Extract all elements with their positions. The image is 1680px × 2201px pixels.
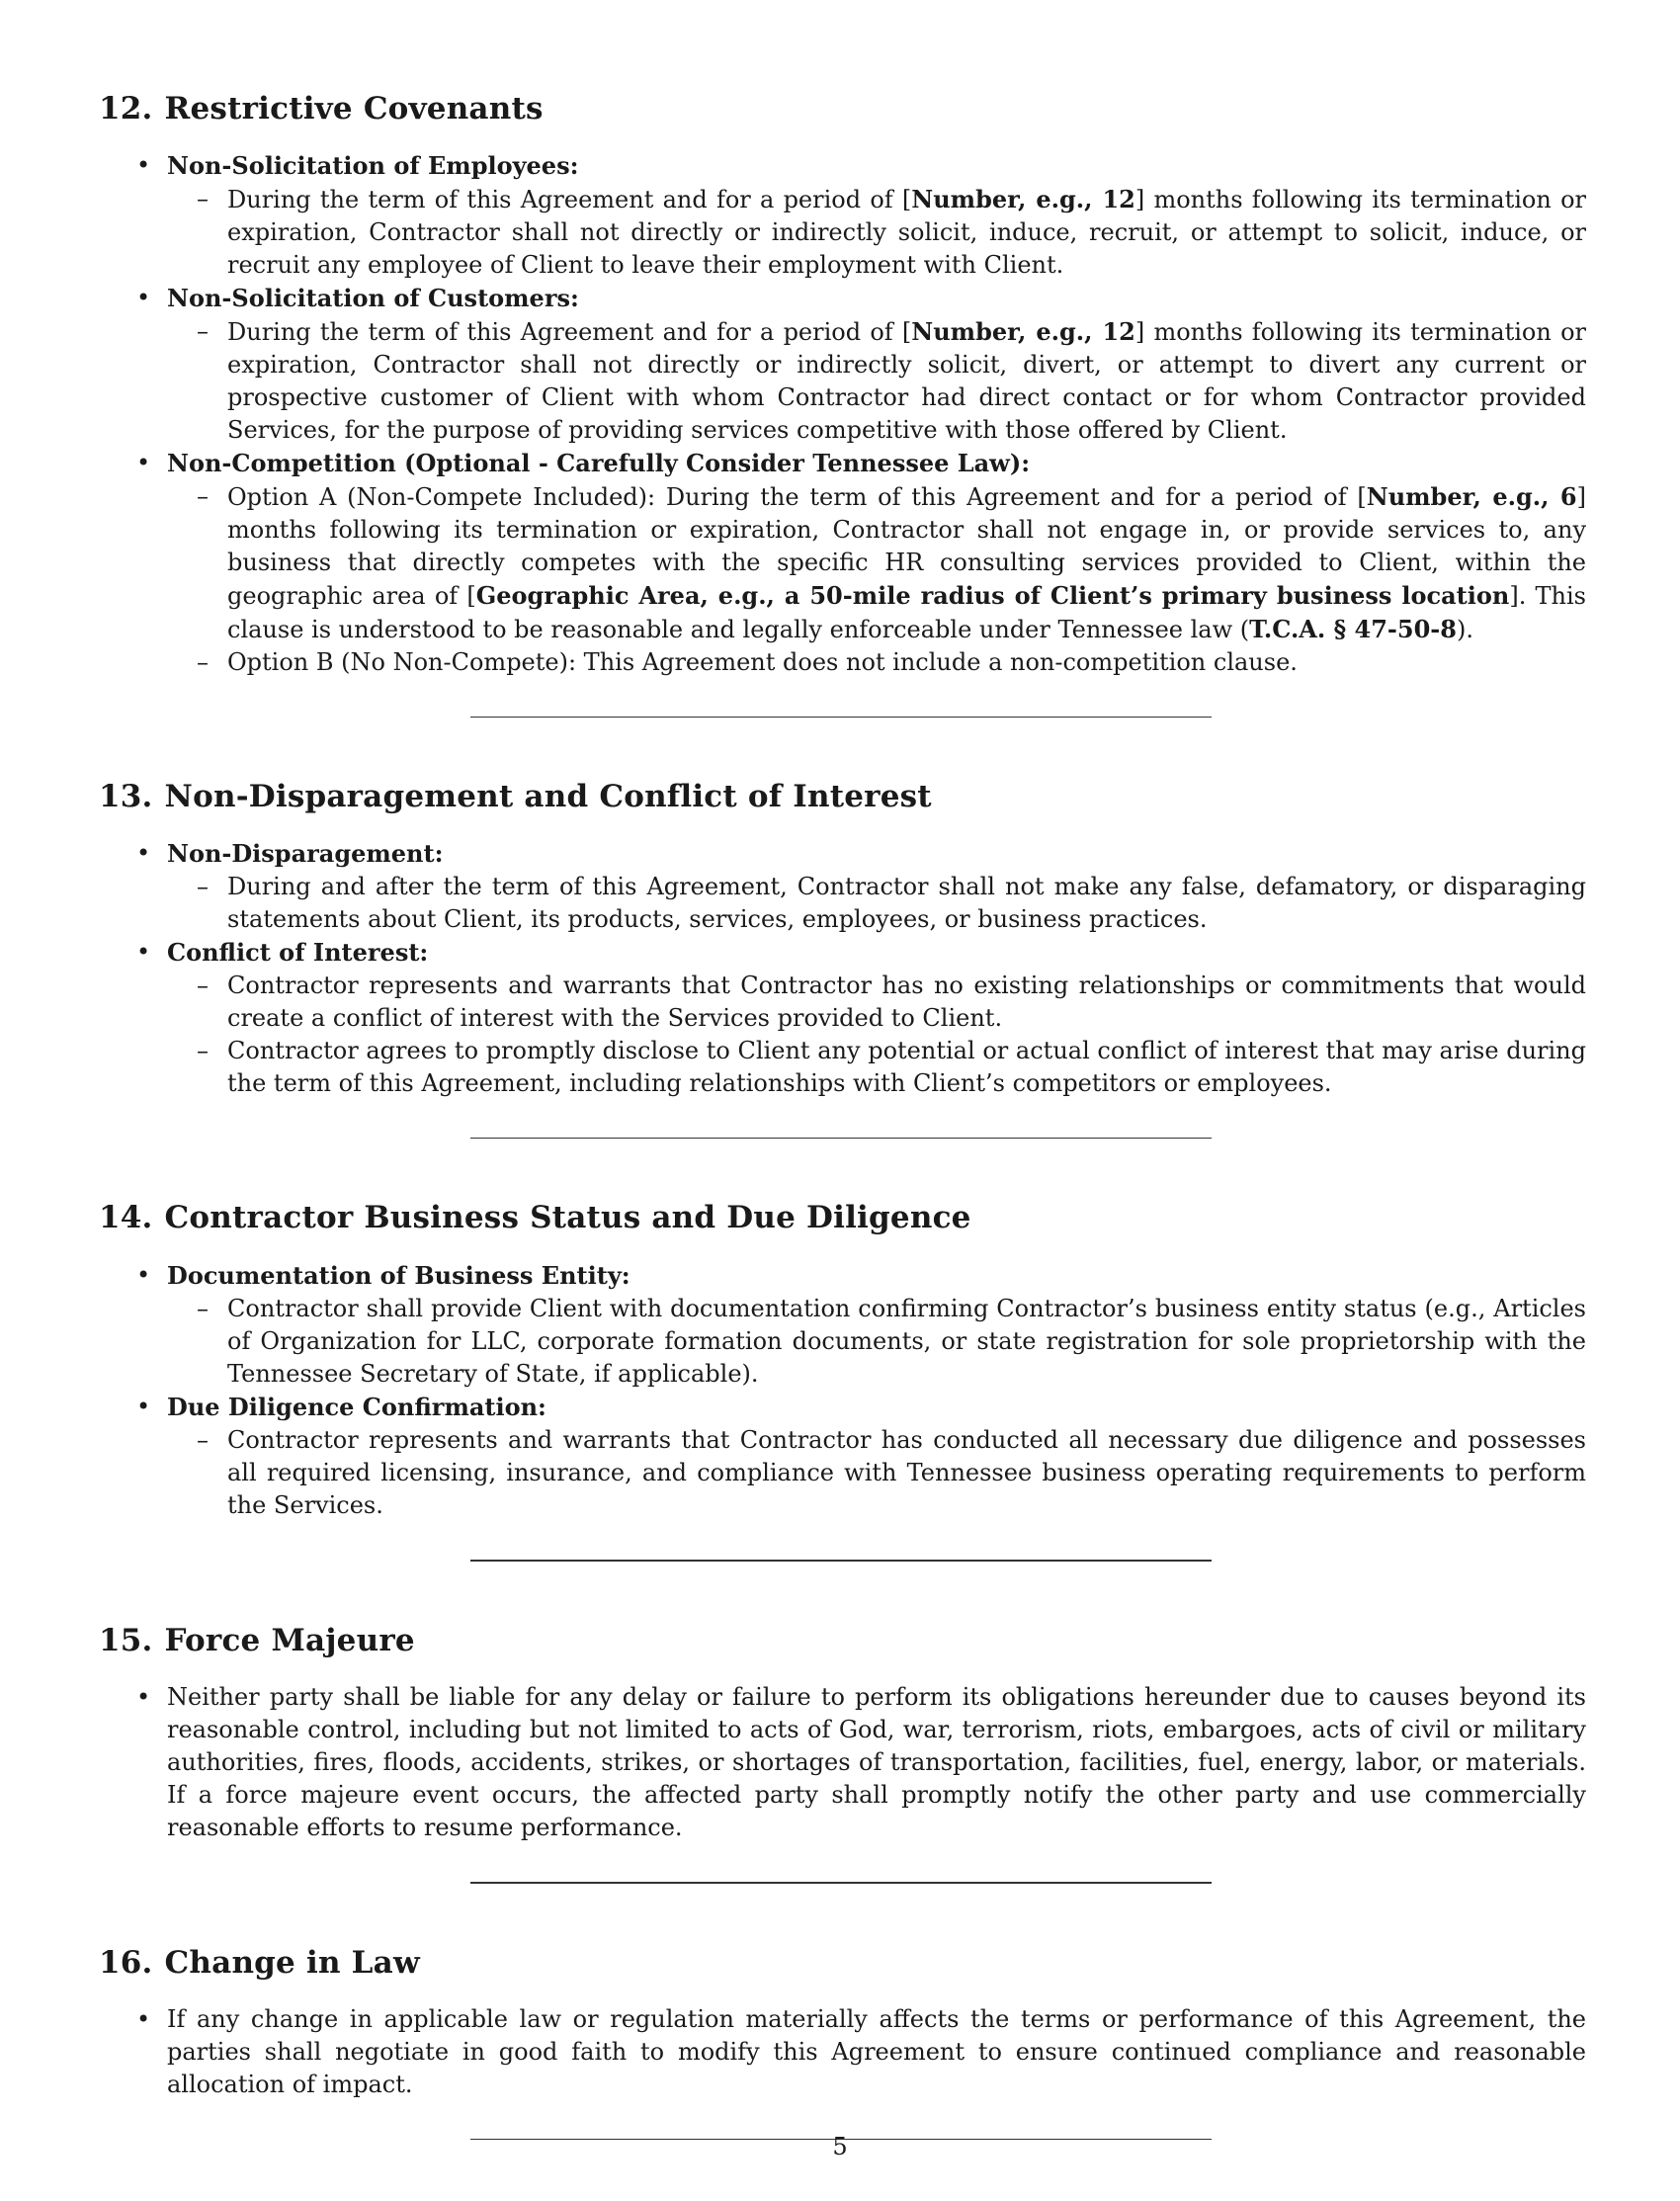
sub-item: – During and after the term of this Agreement, Contractor shall not make any false, defamatory, or disparaging statements about Client, its products, services, employees, or business practices. [197,873,1586,934]
bullet-item: • Conflict of Interest: – Contractor represents and warrants that Contractor has no existing relationships or commitments that would create a conflict of interest with the Services provided to Client. – Contractor agrees to promptly disclose to Client any potential or actual conflict of interest that may arise during the term of this Agreement, including relationships with Client’s competitors or employees. [99,936,1586,1100]
sub-item: – Option B (No Non-Compete): This Agreement does not include a non-competition clause. [197,648,1298,677]
section-heading: 16. Change in Law [99,1944,420,1981]
sub-item: – During the term of this Agreement and for a period of [Number, e.g., 12] months following its termination or expiration, Contractor shall not directly or indirectly solicit, divert, or attempt to divert any current or prospective customer of Client with whom Contractor had direct contact or for whom Contractor provided Services, for the purpose of providing services competitive with those offered by Client. [197,317,1586,445]
sub-item: – Contractor shall provide Client with documentation confirming Contractor’s business entity status (e.g., Articles of Organization for LLC, corporate formation documents, or state registration for sole proprietorship with the Tennessee Secretary of State, if applicable). [197,1294,1586,1388]
section-heading: 15. Force Majeure [99,1622,415,1658]
bullet-item: • Non-Competition (Optional - Carefully Consider Tennessee Law): – Option A (Non-Compete Included): During the term of this Agreement and for a period of [Number, e.g., 6] months following its termination or expiration, Contractor shall not engage in, or provide services to, any business that directly competes with the specific HR consulting services provided to Client, within the geographic area of [Geographic Area, e.g., a 50-mile radius of Client’s primary business location]. This clause is understood to be reasonable and legally enforceable under Tennessee law (T.C.A. § 47-50-8). – Option B (No Non-Compete): This Agreement does not include a non-competition clause. [99,447,1586,679]
bullet-icon: • [136,449,151,477]
section-divider [470,717,1212,718]
sub-item: – Contractor agrees to promptly disclose to Client any potential or actual conflict of interest that may arise during the term of this Agreement, including relationships with Client’s competitors or employees. [197,1037,1586,1098]
bullet-item: • Due Diligence Confirmation: – Contractor represents and warrants that Contractor has conducted all necessary due diligence and possesses all required licensing, insurance, and compliance with Tennessee business operating requirements to perform the Services. [99,1391,1586,1522]
sub-item: – Contractor represents and warrants that Contractor has no existing relationships or commitments that would create a conflict of interest with the Services provided to Client. [197,972,1586,1033]
section-divider [470,1138,1212,1139]
bullet-item: • Non-Disparagement: – During and after the term of this Agreement, Contractor shall not make any false, defamatory, or disparaging statements about Client, its products, services, employees, or business practices. [99,837,1586,936]
sub-item: – During the term of this Agreement and for a period of [Number, e.g., 12] months following its termination or expiration, Contractor shall not directly or indirectly solicit, induce, recruit, or attempt to solicit, induce, or recruit any employee of Client to leave their employment with Client. [197,185,1586,280]
bullet-item: • Non-Solicitation of Employees: – During the term of this Agreement and for a period of [Number, e.g., 12] months following its termination or expiration, Contractor shall not directly or indirectly solicit, induce, recruit, or attempt to solicit, induce, or recruit any employee of Client to leave their employment with Client. [99,149,1586,282]
section-12 [99,91,1586,679]
bullet-item: • Neither party shall be liable for any delay or failure to perform its obligations hereunder due to causes beyond its reasonable control, including but not limited to acts of God, war, terrorism, riots, embargoes, acts of civil or military authorities, fires, floods, accidents, strikes, or shortages of transportation, facilities, fuel, energy, labor, or materials. If a force majeure event occurs, the affected party shall promptly notify the other party and use commercially reasonable efforts to resume performance. [136,1682,1586,1841]
section-16 [99,1945,1586,2101]
bullet-item: • If any change in applicable law or regulation materially affects the terms or performance of this Agreement, the parties shall negotiate in good faith to modify this Agreement to ensure continued compliance and reasonable allocation of impact. [136,2004,1586,2098]
bullet-icon: • [136,151,151,180]
section-heading: 13. Non-Disparagement and Conflict of Interest [99,779,932,815]
bullet-icon: • [136,1682,151,1711]
section-13 [99,779,1586,1100]
page-number: 5 [832,2133,848,2160]
section-heading: 14. Contractor Business Status and Due Diligence [99,1200,971,1236]
document-page [99,91,1586,2201]
sub-item: – Contractor represents and warrants that Contractor has conducted all necessary due diligence and possesses all required licensing, insurance, and compliance with Tennessee business operating requirements to perform the Services. [197,1425,1586,1519]
section-divider [470,1882,1212,1884]
bullet-icon: • [136,284,151,312]
bullet-item: • Non-Solicitation of Customers: – During the term of this Agreement and for a period of [Number, e.g., 12] months following its termination or expiration, Contractor shall not directly or indirectly solicit, divert, or attempt to divert any current or prospective customer of Client with whom Contractor had direct contact or for whom Contractor provided Services, for the purpose of providing services competitive with those offered by Client. [99,282,1586,447]
bullet-icon: • [136,839,151,868]
section-divider [470,1560,1212,1562]
sub-item: – Option A (Non-Compete Included): During the term of this Agreement and for a period of [Number, e.g., 6] months following its termination or expiration, Contractor shall not engage in, or provide services to, any business that directly competes with the specific HR consulting services provided to Client, within the geographic area of [Geographic Area, e.g., a 50-mile radius of Client’s primary business location]. This clause is understood to be reasonable and legally enforceable under Tennessee law (T.C.A. § 47-50-8). [197,482,1586,644]
bullet-item: • Documentation of Business Entity: – Contractor shall provide Client with documentation confirming Contractor’s business entity status (e.g., Articles of Organization for LLC, corporate formation documents, or state registration for sole proprietorship with the Tennessee Secretary of State, if applicable). [99,1259,1586,1391]
bullet-icon: • [136,1392,151,1420]
section-14 [99,1200,1586,1521]
bullet-icon: • [136,1260,151,1289]
section-15 [99,1623,1586,1844]
section-heading: 12. Restrictive Covenants [99,91,544,127]
bullet-icon: • [136,938,151,967]
bullet-icon: • [136,2004,151,2033]
